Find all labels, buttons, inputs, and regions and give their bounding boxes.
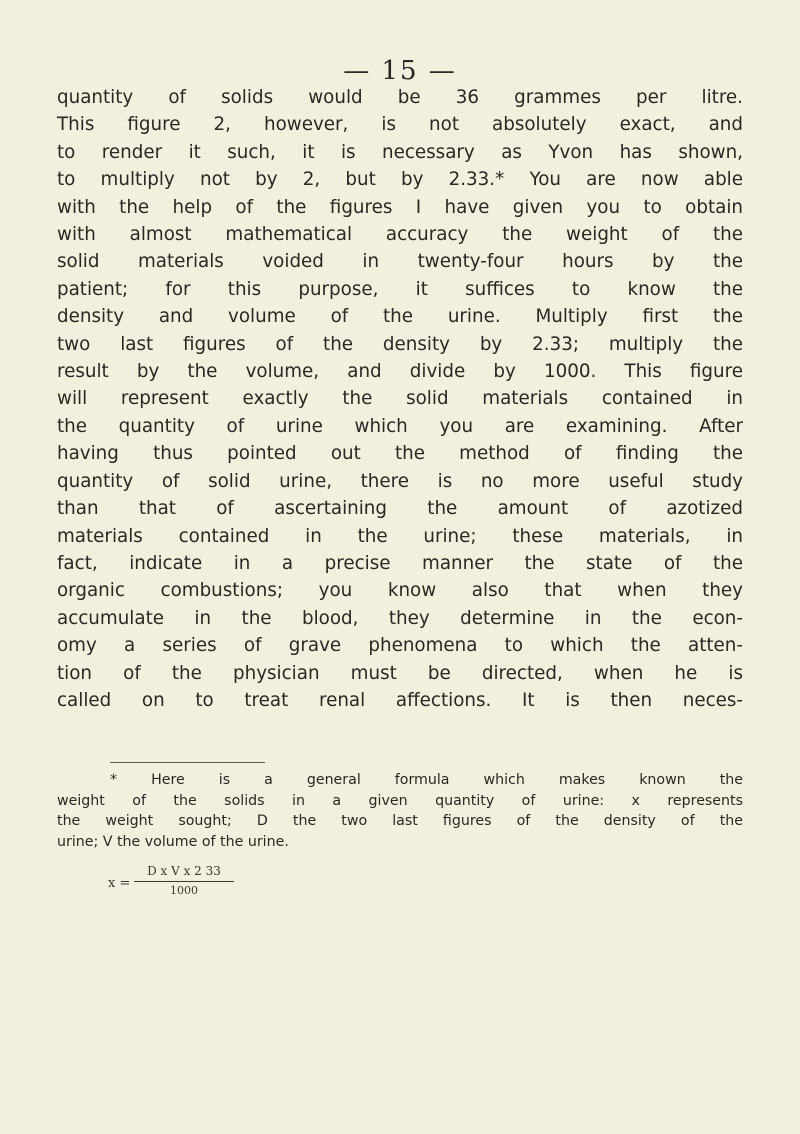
body-line: solid materials voided in twenty-four hours by the (57, 251, 743, 273)
body-line: will represent exactly the solid materials contained in (57, 388, 743, 410)
footnote-line: the weight sought; D the two last figures of the density of the (57, 813, 743, 830)
formula-fraction-bar (134, 881, 234, 882)
body-line: organic combustions; you know also that when they (57, 580, 743, 602)
body-line: fact, indicate in a precise manner the state of the (57, 552, 743, 574)
body-line: patient; for this purpose, it suffices to know the (57, 278, 743, 300)
body-text (57, 84, 743, 714)
body-line: with almost mathematical accuracy the weight of the (57, 224, 743, 246)
body-line: to render it such, it is necessary as Yvon has shown, (57, 141, 743, 163)
body-line: than that of ascertaining the amount of azotized (57, 498, 743, 520)
body-line: called on to treat renal affections. It is then neces- (57, 689, 743, 711)
body-line: This figure 2, however, is not absolutely exact, and (57, 114, 743, 136)
formula-numerator: D x V x 2 33 (147, 864, 221, 878)
formula-denominator: 1000 (170, 884, 198, 897)
body-line: omy a series of grave phenomena to which the atten- (57, 635, 743, 657)
footnote (57, 770, 743, 852)
body-line: accumulate in the blood, they determine in the econ- (57, 607, 743, 629)
footnote-line: * Here is a general formula which makes known the (110, 772, 743, 788)
page-number: — 15 — (343, 56, 457, 86)
body-line: the quantity of urine which you are examining. After (57, 415, 743, 437)
body-line: result by the volume, and divide by 1000. This figure (57, 361, 743, 383)
body-line: tion of the physician must be directed, when he is (57, 662, 743, 684)
body-line: quantity of solids would be 36 grammes per litre. (57, 87, 743, 108)
footnote-line: urine; V the volume of the urine. (57, 833, 289, 850)
body-line: with the help of the figures I have given you to obtain (57, 196, 743, 218)
body-line: to multiply not by 2, but by 2.33.* You are now able (57, 169, 743, 191)
formula-lhs: x = (108, 876, 131, 891)
footnote-divider (110, 762, 265, 763)
body-line: materials contained in the urine; these materials, in (57, 525, 743, 547)
body-line: having thus pointed out the method of finding the (57, 443, 743, 465)
body-line: quantity of solid urine, there is no more useful study (57, 470, 743, 492)
body-line: density and volume of the urine. Multiply first the (57, 306, 743, 328)
footnote-line: weight of the solids in a given quantity of urine: x represents (57, 792, 743, 809)
body-line: two last figures of the density by 2.33; multiply the (57, 333, 743, 355)
